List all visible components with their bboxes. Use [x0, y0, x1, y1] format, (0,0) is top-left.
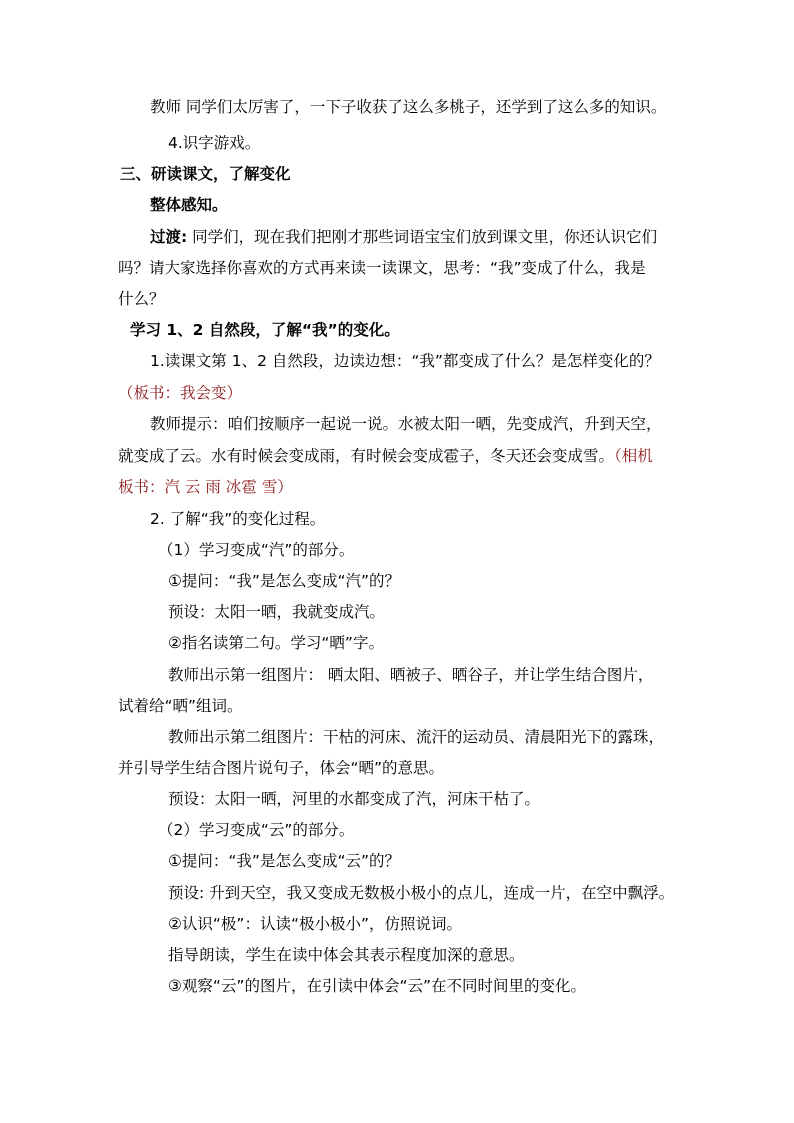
body-text: （1）学习变成“汽”的部分。: [158, 541, 355, 559]
text-line: [168, 726, 664, 748]
text-line: [168, 975, 586, 997]
body-text: 1.读课文第 1、2 自然段，边读边想：“我”都变成了什么？是怎样变化的？: [150, 352, 660, 370]
body-text: ②认识“极”：认读“极小极小”，仿照说词。: [168, 915, 463, 933]
body-text: 试着给“晒”组词。: [118, 697, 243, 715]
text-line: [168, 913, 462, 935]
text-line: [150, 350, 660, 372]
body-text: 教师出示第一组图片： 晒太阳、晒被子、晒谷子，并让学生结合图片，: [168, 666, 654, 684]
text-line: [168, 132, 260, 154]
text-line: [118, 382, 242, 404]
body-text: 什么？: [118, 290, 165, 308]
heading-text: 过渡:: [150, 228, 188, 246]
heading-text: 学习 1、2 自然段，了解“我”的变化。: [130, 321, 400, 339]
text-line: [118, 476, 293, 498]
body-text: ③观察“云”的图片，在引读中体会“云”在不同时间里的变化。: [168, 977, 587, 995]
text-line: [168, 850, 400, 872]
text-line: [168, 882, 674, 904]
text-line: [130, 319, 400, 341]
board-note-text: 板书：汽 云 雨 冰雹 雪）: [118, 478, 293, 496]
text-line: [150, 226, 657, 248]
body-text: 教师 同学们太厉害了，一下子收获了这么多桃子，还学到了这么多的知识。: [150, 98, 667, 116]
body-text: 预设：太阳一晒，我就变成汽。: [168, 603, 386, 621]
text-line: [118, 757, 444, 779]
text-line: [118, 257, 646, 279]
text-line: [158, 539, 354, 561]
text-line: [118, 288, 165, 310]
text-line: [168, 632, 384, 654]
text-line: [168, 570, 400, 592]
text-line: [168, 664, 653, 686]
text-line: [168, 944, 525, 966]
body-text: 吗？请大家选择你喜欢的方式再来读一读课文，思考：“我”变成了什么，我是: [118, 259, 646, 277]
text-line: [150, 508, 325, 530]
text-line: [150, 194, 228, 216]
body-text: ①提问：“我”是怎么变成“汽”的？: [168, 572, 401, 590]
text-line: [158, 819, 354, 841]
body-text: ①提问：“我”是怎么变成“云”的？: [168, 852, 401, 870]
body-text: 2. 了解“我”的变化过程。: [150, 510, 326, 528]
text-line: [118, 695, 243, 717]
board-note-text: （相机: [614, 447, 653, 465]
body-text: ②指名读第二句。学习“晒”字。: [168, 634, 384, 652]
text-line: [168, 788, 540, 810]
text-line: [120, 163, 291, 185]
body-text: 预设：太阳一晒，河里的水都变成了汽，河床干枯了。: [168, 790, 541, 808]
text-line: [168, 601, 385, 623]
body-text: 教师出示第二组图片：干枯的河床、流汗的运动员、清晨阳光下的露珠，: [168, 728, 665, 746]
body-text: 预设: 升到天空，我又变成无数极小极小的点儿，连成一片，在空中飘浮。: [168, 884, 675, 902]
board-note-text: （板书：我会变）: [118, 384, 243, 402]
body-text: 同学们，现在我们把刚才那些词语宝宝们放到课文里，你还认识它们: [187, 228, 658, 246]
text-line: [150, 413, 662, 435]
body-text: 4.识字游戏。: [168, 134, 261, 152]
body-text: （2）学习变成“云”的部分。: [158, 821, 355, 839]
body-text: 并引导学生结合图片说句子，体会“晒”的意思。: [118, 759, 445, 777]
body-text: 就变成了云。水有时候会变成雨，有时候会变成雹子，冬天还会变成雪。: [118, 447, 615, 465]
text-line: [118, 445, 653, 467]
body-text: 指导朗读，学生在读中体会其表示程度加深的意思。: [168, 946, 525, 964]
heading-text: 整体感知。: [150, 196, 228, 214]
text-line: [150, 96, 666, 118]
heading-text: 三、研读课文，了解变化: [120, 165, 291, 183]
body-text: 教师提示：咱们按顺序一起说一说。水被太阳一晒，先变成汽，升到天空，: [150, 415, 662, 433]
